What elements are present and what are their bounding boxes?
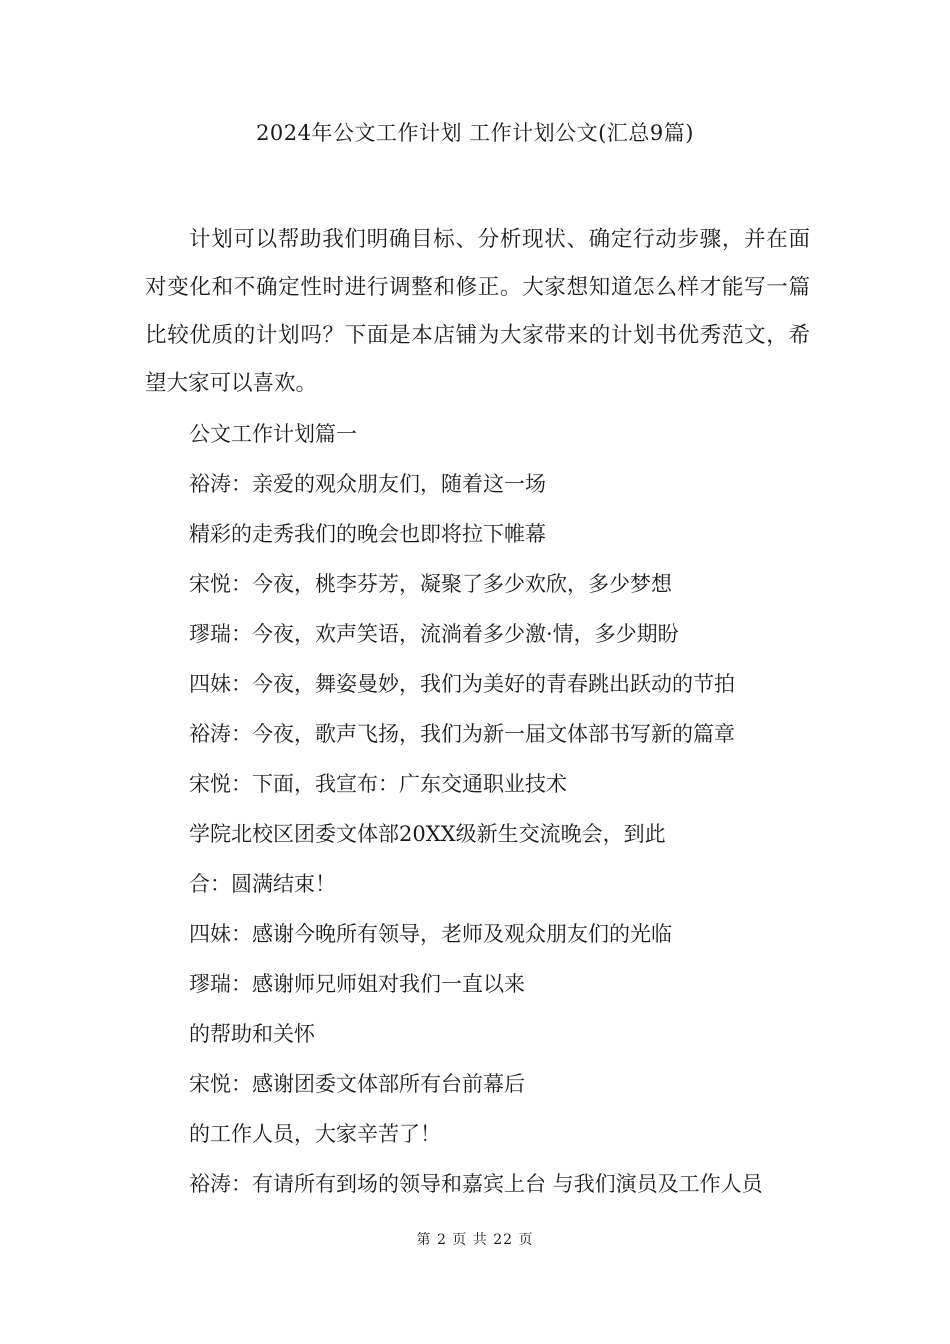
script-lines bbox=[189, 414, 829, 1214]
script-line: 合：圆满结束！ bbox=[189, 872, 336, 896]
section-heading: 公文工作计划篇一 bbox=[189, 422, 357, 446]
script-line: 四妹：感谢今晚所有领导，老师及观众朋友们的光临 bbox=[189, 922, 672, 946]
script-line: 裕涛：今夜，歌声飞扬，我们为新一届文体部书写新的篇章 bbox=[189, 722, 735, 746]
script-line: 璆瑞：今夜，欢声笑语，流淌着多少激·情，多少期盼 bbox=[189, 622, 679, 646]
script-line: 宋悦：下面，我宣布：广东交通职业技术 bbox=[189, 772, 567, 796]
script-line: 四妹：今夜，舞姿曼妙，我们为美好的青春跳出跃动的节拍 bbox=[189, 672, 735, 696]
script-line: 精彩的走秀我们的晚会也即将拉下帷幕 bbox=[189, 522, 546, 546]
script-line: 宋悦：今夜，桃李芬芳，凝聚了多少欢欣，多少梦想 bbox=[189, 572, 672, 596]
script-line: 的工作人员，大家辛苦了！ bbox=[189, 1122, 441, 1146]
intro-paragraph: 计划可以帮助我们明确目标、分析现状、确定行动步骤，并在面对变化和不确定性时进行调整和修正。大家想知道怎么样才能写一篇比较优质的计划吗？下面是本店铺为大家带来的计划书优秀范文，希望大家可以喜欢。 bbox=[145, 227, 810, 396]
script-line: 裕涛：有请所有到场的领导和嘉宾上台 与我们演员及工作人员 bbox=[189, 1172, 763, 1196]
page-footer: 第 2 页 共 22 页 bbox=[416, 1232, 534, 1248]
document-title: 2024年公文工作计划 工作计划公文(汇总9篇) bbox=[256, 121, 694, 145]
script-line: 裕涛：亲爱的观众朋友们，随着这一场 bbox=[189, 472, 546, 496]
script-line: 璆瑞：感谢师兄师姐对我们一直以来 bbox=[189, 972, 525, 996]
script-line: 宋悦：感谢团委文体部所有台前幕后 bbox=[189, 1072, 525, 1096]
script-line: 的帮助和关怀 bbox=[189, 1022, 315, 1046]
script-line: 学院北校区团委文体部20XX级新生交流晚会，到此 bbox=[189, 822, 666, 846]
